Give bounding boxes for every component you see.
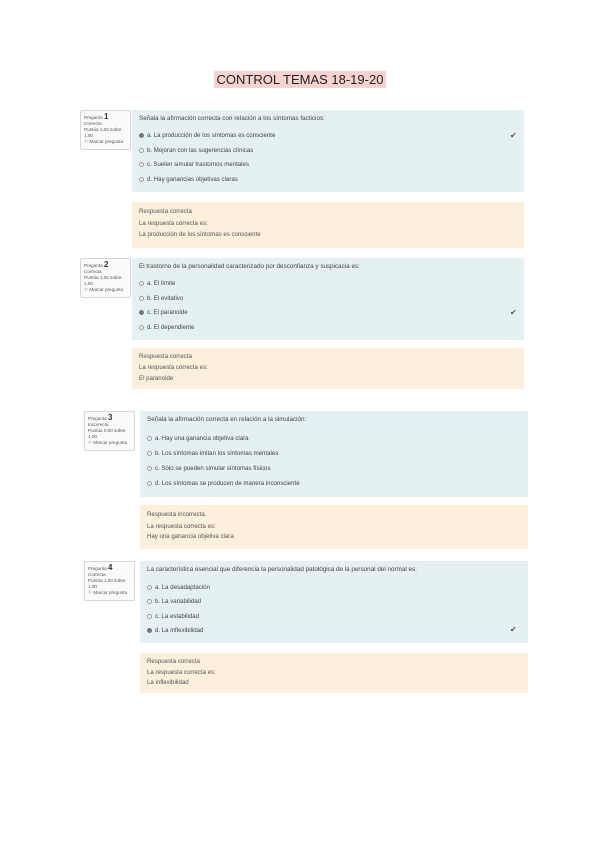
answer-option-c[interactable] (147, 613, 199, 620)
question-content (132, 258, 524, 340)
answer-option-c[interactable] (139, 309, 188, 316)
flag-question-link[interactable]: ⚐ Marcar pregunta (88, 440, 128, 445)
question-status: Correcta (84, 121, 102, 126)
option-label: a. Hay una ganancia objetiva clara (155, 435, 249, 442)
feedback-correct-answer: El paranoide (139, 375, 174, 382)
answer-option-a[interactable] (139, 280, 175, 287)
question-text: La característica esencial que diferencia la personalidad patológica de la personal del normal es: (147, 566, 417, 573)
option-label: a. La producción de los síntomas es consciente (147, 132, 276, 139)
feedback-box (132, 202, 524, 248)
radio-button[interactable] (139, 281, 144, 286)
answer-option-a[interactable] (139, 132, 275, 139)
radio-button[interactable] (147, 585, 152, 590)
question-number: 1 (103, 112, 109, 121)
radio-button[interactable] (139, 148, 144, 153)
option-label: d. El dependiente (147, 324, 195, 331)
answer-option-d[interactable] (139, 324, 194, 331)
radio-button[interactable] (139, 162, 144, 167)
question-info (80, 258, 131, 298)
feedback-box (132, 348, 524, 389)
radio-button[interactable] (147, 436, 152, 441)
option-label: b. Los síntomas imitan los síntomas mentales (155, 450, 279, 457)
option-label: b. El evitativo (147, 295, 184, 302)
question-status: Correcta (88, 572, 106, 577)
feedback-answer-label: La respuesta correcta es: (147, 669, 216, 676)
radio-button[interactable] (147, 628, 152, 633)
answer-option-d[interactable] (147, 480, 300, 487)
radio-button[interactable] (139, 310, 144, 315)
flag-question-link[interactable]: ⚐ Marcar pregunta (84, 287, 124, 292)
answer-option-b[interactable] (147, 598, 201, 605)
flag-label: Marcar pregunta (89, 287, 124, 292)
question-score: Puntúa 1,00 sobre 1,00 (84, 275, 122, 286)
question-label: Pregunta (84, 115, 103, 120)
radio-button[interactable] (139, 296, 144, 301)
answer-option-c[interactable] (147, 465, 271, 472)
checkmark-icon: ✔ (510, 131, 517, 140)
answer-option-a[interactable] (147, 435, 249, 442)
radio-button[interactable] (147, 451, 152, 456)
question-status: Correcta (84, 269, 102, 274)
flag-label: Marcar pregunta (93, 440, 128, 445)
option-label: a. El límite (147, 280, 176, 287)
question-label: Pregunta (84, 263, 103, 268)
radio-button[interactable] (147, 614, 152, 619)
option-label: c. Sólo se pueden simular síntomas físicos (155, 465, 271, 472)
question-number: 3 (107, 413, 113, 422)
option-label: a. La desadaptación (155, 584, 210, 591)
question-info (80, 110, 131, 150)
checkmark-icon: ✔ (510, 625, 517, 634)
option-label: b. La variabilidad (155, 598, 202, 605)
answer-option-b[interactable] (139, 147, 253, 154)
flag-question-link[interactable]: ⚐ Marcar pregunta (84, 139, 124, 144)
question-content (132, 110, 524, 192)
feedback-status: Respuesta correcta (147, 658, 200, 665)
feedback-status: Respuesta correcta (139, 353, 192, 360)
radio-button[interactable] (147, 466, 152, 471)
flag-label: Marcar pregunta (93, 590, 128, 595)
question-info (84, 561, 135, 601)
answer-option-a[interactable] (147, 584, 210, 591)
answer-option-d[interactable] (139, 176, 238, 183)
flag-question-link[interactable]: ⚐ Marcar pregunta (88, 590, 128, 595)
feedback-correct-answer: La producción de los síntomas es consciente (139, 231, 261, 238)
question-score: Puntúa 1,00 sobre 1,00 (88, 578, 126, 589)
question-text: Señala la afirmación correcta en relación a la simulación: (147, 416, 307, 423)
feedback-answer-label: La respuesta correcta es: (139, 220, 208, 227)
question-status: Incorrecta (88, 422, 109, 427)
feedback-answer-label: La respuesta correcta es: (139, 364, 208, 371)
answer-option-c[interactable] (139, 161, 249, 168)
checkmark-icon: ✔ (510, 308, 517, 317)
question-text: El trastorno de la personalidad caracterizado por desconfianza y suspicacia es: (139, 263, 360, 270)
question-score: Puntúa 0,00 sobre 1,00 (88, 428, 126, 439)
question-score: Puntúa 1,00 sobre 1,00 (84, 127, 122, 138)
page-title: CONTROL TEMAS 18-19-20 (0, 71, 600, 89)
radio-button[interactable] (147, 481, 152, 486)
option-label: d. Hay ganancias objetivas claras (147, 176, 238, 183)
question-content (140, 561, 528, 643)
feedback-box (140, 505, 528, 549)
option-label: c. La estabilidad (155, 613, 200, 620)
question-text: Señala la afirmación correcta con relación a los síntomas facticios: (139, 115, 325, 122)
question-info (84, 411, 135, 451)
answer-option-b[interactable] (147, 450, 278, 457)
option-label: c. El paranoide (147, 309, 188, 316)
option-label: d. Los síntomas se producen de manera inconsciente (155, 480, 300, 487)
question-content (140, 411, 528, 497)
question-number: 4 (107, 563, 113, 572)
answer-option-d[interactable] (147, 627, 203, 634)
radio-button[interactable] (147, 599, 152, 604)
radio-button[interactable] (139, 133, 144, 138)
feedback-status: Respuesta incorrecta. (147, 511, 207, 518)
answer-option-b[interactable] (139, 295, 183, 302)
feedback-correct-answer: Hay una ganancia objetiva clara (147, 533, 234, 540)
radio-button[interactable] (139, 177, 144, 182)
option-label: c. Suelen simular trastornos mentales (147, 161, 249, 168)
feedback-correct-answer: La inflexibilidad (147, 679, 189, 686)
radio-button[interactable] (139, 325, 144, 330)
flag-label: Marcar pregunta (89, 139, 124, 144)
question-label: Pregunta (88, 416, 107, 421)
question-label: Pregunta (88, 566, 107, 571)
question-number: 2 (103, 260, 109, 269)
feedback-box (140, 653, 528, 693)
option-label: b. Mejoran con las sugerencias clínicas (147, 147, 254, 154)
option-label: d. La inflexibilidad (155, 627, 204, 634)
feedback-answer-label: La respuesta correcta es: (147, 523, 216, 530)
feedback-status: Respuesta correcta (139, 208, 192, 215)
